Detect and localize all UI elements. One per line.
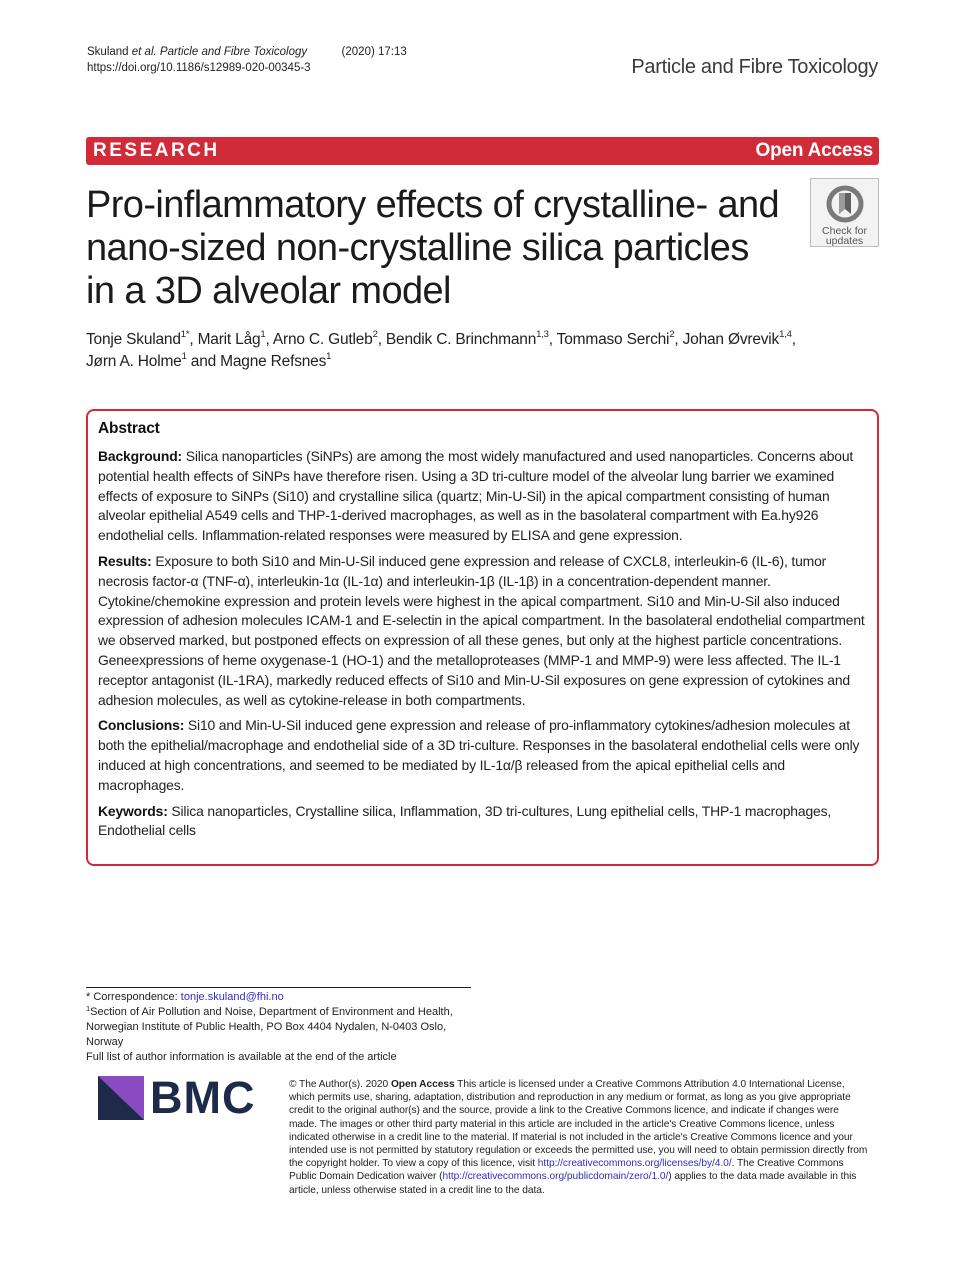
author[interactable]: Bendik C. Brinchmann$^{1,3}$ <box>385 329 549 348</box>
citation-line <box>87 44 407 60</box>
footnote-divider <box>86 987 471 988</box>
check-for-updates-label: Check for updates <box>822 225 867 247</box>
affiliation-1: $^1$Section of Air Pollution and Noise, Department of Environment and Health, Norwegian Institute of Public Health, PO Box 4404 Nydalen, N-0403 Oslo, Norway <box>86 1004 453 1048</box>
article-title: Pro-inflammatory effects of crystalline- and nano-sized non-crystalline silica particles in a 3D alveolar model <box>86 184 780 312</box>
author-list: Tonje Skuland$^{1*}$, Marit Låg$^1$, Arno C. Gutleb$^2$, Bendik C. Brinchmann$^{1,3}$, Tommaso Serchi$^2$, Johan Øvrevik$^{1,4}$, Jørn A. Holme$^1$ and Magne Refsnes$^1$ <box>86 329 796 370</box>
check-for-updates-button[interactable] <box>810 178 879 247</box>
author[interactable]: Tonje Skuland$^{1*}$ <box>86 329 190 348</box>
author[interactable]: Jørn A. Holme$^1$ <box>86 351 187 370</box>
bookmark-ring-icon <box>825 184 865 224</box>
journal-name: Particle and Fibre Toxicology <box>631 56 878 78</box>
doi-link[interactable]: https://doi.org/10.1186/s12989-020-00345-3 <box>87 62 311 74</box>
citation-author: Skuland <box>87 46 129 58</box>
author[interactable]: Marit Låg$^1$ <box>197 329 266 348</box>
license-text: © The Author(s). 2020 Open Access This article is licensed under a Creative Commons Attribution 4.0 International License, which permits use, sharing, adaptation, distribution and reproduction in any medium or format, as long as you give appropriate credit to the original author(s) and the source, provide a link to the Creative Commons licence, and indicate if changes were made. The images or other third party material in this article are included in the article's Creative Commons licence, unless indicated otherwise in a credit line to the material. If material is not included in the article's Creative Commons licence and your intended use is not permitted by statutory regulation or exceeds the permitted use, you will need to obtain permission directly from the copyright holder. To view a copy of this licence, visit http://creativecommons.org/licenses/by/4.0/. The Creative Commons Public Domain Dedication waiver (http://creativecommons.org/publicdomain/zero/1.0/) applies to the data made available in this article, unless otherwise stated in a credit line to the data. <box>289 1079 868 1196</box>
abstract-background: Background: Silica nanoparticles (SiNPs) are among the most widely manufactured and used nanoparticles. Concerns about potential health effects of SiNPs have therefore risen. Using a 3D tri-culture model of the alveolar lung barrier we examined effects of exposure to SiNPs (Si10) and crystalline silica (quartz; Min-U-Sil) in the apical compartment consisting of human alveolar epithelial A549 cells and THP-1-derived macrophages, as well as in the basolateral compartment with Ea.hy926 endothelial cells. Inflammation-related responses were measured by ELISA and gene expression. <box>98 448 854 544</box>
bmc-triangle-icon <box>98 1076 144 1120</box>
footnotes <box>86 990 486 1065</box>
abstract-conclusions: Conclusions: Si10 and Min-U-Sil induced gene expression and release of pro-inflammatory cytokines/adhesion molecules at both the epithelial/macrophage and endothelial side of a 3D tri-culture. Responses in the basolateral endothelial cells were only induced at high concentrations, and seemed to be mediated by IL-1α/β released from the apical epithelial cells and macrophages. <box>98 717 860 793</box>
article-type-banner <box>86 137 879 165</box>
author-info-note: Full list of author information is available at the end of the article <box>86 1051 397 1063</box>
bmc-logo <box>98 1072 270 1123</box>
citation-etal: et al. <box>131 46 157 58</box>
bmc-logo-text: BMC <box>150 1072 256 1123</box>
author[interactable]: Magne Refsnes$^1$ <box>220 351 332 370</box>
abstract-results: Results: Exposure to both Si10 and Min-U-Sil induced gene expression and release of CXCL8, interleukin-6 (IL-6), tumor necrosis factor-α (TNF-α), interleukin-1α (IL-1α) and interleukin-1β (IL-1β) in a concentration-dependent manner. Cytokine/chemokine expression and protein levels were highest in the apical compartment. Si10 and Min-U-Sil also induced expression of adhesion molecules ICAM-1 and E-selectin in the apical compartment. In the basolateral endothelial compartment we observed marked, but postponed effects on expression of all these genes, but only at the highest particle concentrations. Geneexpressions of heme oxygenase-1 (HO-1) and the metalloproteases (MMP-1 and MMP-9) were less affected. The IL-1 receptor antagonist (IL-1RA), markedly reduced effects of Si10 and Min-U-Sil exposures on gene expression of cytokines and adhesion molecules, as well as cytokine-release in both compartments. <box>98 552 865 708</box>
citation-journal: Particle and Fibre Toxicology <box>159 46 308 58</box>
running-header <box>87 44 407 76</box>
article-type: RESEARCH <box>93 140 220 161</box>
abstract-box <box>86 409 879 866</box>
abstract-keywords: Keywords: Silica nanoparticles, Crystalline silica, Inflammation, 3D tri-cultures, Lung epithelial cells, THP-1 macrophages, Endothelial cells <box>98 802 832 839</box>
correspondence: * Correspondence: tonje.skuland@fhi.no <box>86 991 284 1003</box>
correspondence-email-link[interactable]: tonje.skuland@fhi.no <box>180 991 284 1003</box>
author[interactable]: Johan Øvrevik$^{1,4}$ <box>682 329 792 348</box>
cc0-waiver-link[interactable]: http://creativecommons.org/publicdomain/zero/1.0/ <box>442 1171 669 1183</box>
author[interactable]: Tommaso Serchi$^2$ <box>556 329 675 348</box>
abstract-heading: Abstract <box>98 420 160 437</box>
citation-volume: (2020) 17:13 <box>341 46 407 58</box>
author[interactable]: Arno C. Gutleb$^2$ <box>272 329 378 348</box>
cc-by-license-link[interactable]: http://creativecommons.org/licenses/by/4.0/ <box>537 1158 732 1170</box>
open-access-label: Open Access <box>755 140 873 161</box>
